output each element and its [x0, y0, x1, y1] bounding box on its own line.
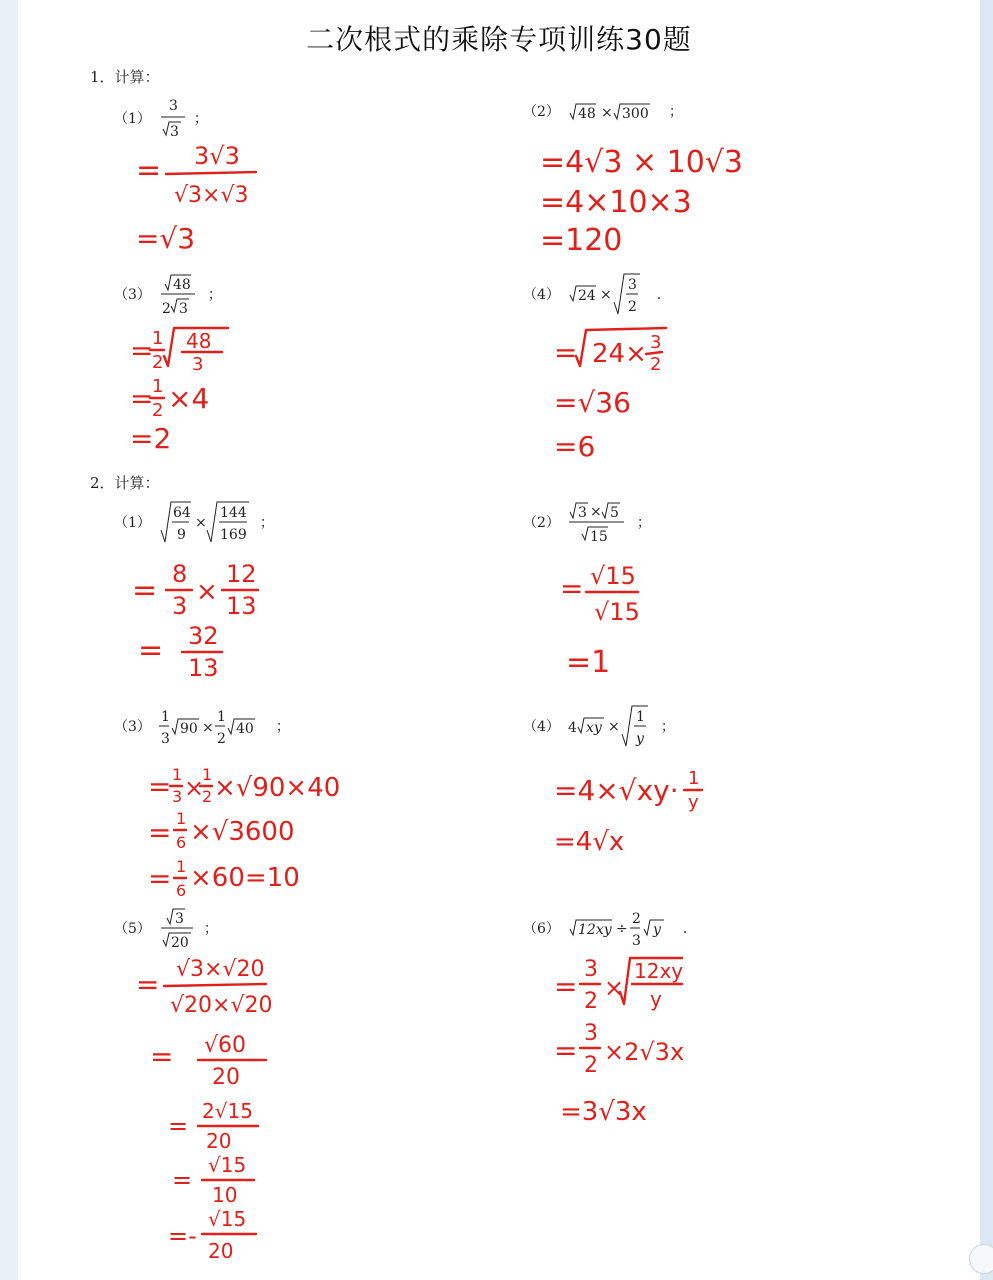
svg-text:20: 20	[212, 1065, 240, 1090]
svg-text:×: ×	[600, 287, 613, 303]
separator: ；	[660, 719, 675, 735]
svg-text:×: ×	[202, 720, 215, 736]
svg-text:2: 2	[584, 989, 598, 1014]
svg-text:2: 2	[584, 1053, 598, 1078]
svg-text:=-: =-	[168, 1222, 197, 1250]
svg-text:=1: =1	[566, 645, 611, 680]
separator: ．	[682, 921, 697, 937]
svg-text:12xy: 12xy	[578, 922, 612, 938]
sqrt12xy-div-two-thirds-sqrty	[568, 906, 678, 952]
svg-text:×: ×	[184, 774, 205, 802]
svg-text:6: 6	[176, 881, 187, 900]
document-page	[18, 0, 980, 1280]
svg-text:=3√3x: =3√3x	[560, 1097, 647, 1127]
svg-text:1: 1	[202, 765, 213, 784]
viewer-side-strip	[980, 0, 993, 1280]
svg-text:=: =	[136, 153, 162, 188]
svg-text:×: ×	[196, 577, 218, 607]
separator: ；	[636, 515, 651, 531]
svg-text:20: 20	[171, 935, 190, 951]
problem-1-3	[114, 272, 222, 318]
fraction-3-over-sqrt3	[159, 96, 189, 142]
svg-text:3: 3	[578, 505, 588, 521]
svg-text:20: 20	[206, 1129, 232, 1153]
problem-2-4	[523, 704, 675, 750]
svg-text:5: 5	[610, 505, 620, 521]
problem-2-5	[114, 906, 218, 952]
svg-text:=: =	[560, 572, 584, 605]
problem-number: （4）	[523, 287, 560, 303]
svg-text:40: 40	[236, 721, 255, 737]
svg-text:=4×√xy·: =4×√xy·	[554, 774, 679, 807]
svg-text:√15: √15	[208, 1153, 247, 1177]
problem-number: （4）	[523, 719, 560, 735]
page-title: 二次根式的乘除专项训练30题	[306, 23, 692, 56]
svg-text:×: ×	[608, 719, 621, 735]
svg-text:12xy: 12xy	[634, 959, 684, 983]
svg-text:y: y	[653, 922, 662, 938]
svg-text:3: 3	[584, 957, 598, 982]
svg-text:=: =	[168, 1112, 189, 1140]
problem-1-4	[523, 272, 671, 318]
fraction-sqrt3-over-sqrt20	[159, 906, 199, 952]
svg-text:=: =	[132, 573, 158, 608]
svg-text:3: 3	[172, 787, 183, 806]
svg-text:2: 2	[628, 299, 638, 315]
handwritten-solution-1-2: =4√3 × 10√3 =4×10×3 =120	[540, 145, 744, 258]
svg-text:1: 1	[152, 328, 164, 349]
viewer-corner-button[interactable]	[969, 1244, 993, 1274]
svg-text:90: 90	[180, 721, 199, 737]
svg-text:×: ×	[195, 515, 208, 531]
svg-text:=√3: =√3	[136, 222, 196, 255]
svg-text:=: =	[130, 334, 154, 367]
svg-text:64: 64	[173, 505, 192, 521]
svg-text:=: =	[136, 968, 160, 1001]
handwritten-solution-2-4	[554, 766, 734, 874]
separator: ．	[656, 287, 671, 303]
svg-text:3: 3	[172, 592, 188, 620]
sqrt-64-over-9-times-sqrt-144-over-169	[159, 500, 255, 546]
operator: ×	[601, 105, 614, 121]
svg-text:×4: ×4	[168, 382, 210, 415]
radicand: 300	[622, 106, 650, 122]
svg-text:√15: √15	[208, 1207, 247, 1231]
svg-text:2√15: 2√15	[202, 1099, 253, 1123]
svg-text:32: 32	[188, 622, 219, 650]
sqrt48-times-sqrt300	[568, 100, 664, 124]
problem-1-2	[523, 100, 683, 124]
svg-text:√3×√3: √3×√3	[174, 183, 249, 208]
svg-text:√15: √15	[590, 562, 636, 590]
problem-number: （1）	[114, 515, 151, 531]
svg-text:1: 1	[152, 376, 164, 397]
svg-text:1: 1	[217, 709, 227, 725]
svg-text:=: =	[138, 633, 164, 668]
problem-number: （1）	[114, 111, 151, 127]
problem-number: （3）	[114, 287, 151, 303]
svg-text:=4√x: =4√x	[554, 827, 625, 857]
svg-text:√3×√20: √3×√20	[176, 957, 265, 982]
svg-text:3: 3	[628, 277, 638, 293]
svg-text:4: 4	[568, 720, 578, 736]
svg-text:3: 3	[650, 332, 662, 353]
svg-text:=: =	[148, 862, 172, 895]
svg-text:×√3600: ×√3600	[190, 817, 295, 847]
problem-2-3	[114, 704, 290, 750]
svg-text:3: 3	[179, 301, 189, 317]
handwritten-solution-2-6	[554, 952, 724, 1140]
svg-text:2: 2	[152, 352, 164, 373]
problem-number: （6）	[523, 921, 560, 937]
svg-text:3: 3	[632, 933, 642, 949]
problem-2-1	[114, 500, 274, 546]
third-sqrt90-times-half-sqrt40	[159, 704, 271, 750]
svg-text:13: 13	[226, 592, 257, 620]
problem-2-2	[523, 500, 651, 546]
svg-text:1: 1	[176, 857, 187, 876]
svg-text:3: 3	[170, 124, 180, 140]
svg-text:y: y	[688, 792, 699, 813]
radicand: 48	[578, 106, 597, 122]
svg-text:√15: √15	[594, 598, 640, 626]
svg-text:2: 2	[217, 731, 227, 747]
svg-text:24: 24	[578, 288, 597, 304]
fraction-sqrt3-sqrt5-over-sqrt15	[568, 500, 632, 546]
svg-text:1: 1	[636, 709, 646, 725]
svg-text:15: 15	[590, 529, 609, 545]
svg-text:xy: xy	[586, 720, 603, 736]
handwritten-solution-1-4	[554, 320, 704, 474]
separator: ；	[207, 287, 222, 303]
svg-text:13: 13	[188, 654, 219, 682]
svg-text:=: =	[148, 816, 172, 849]
svg-text:3: 3	[175, 911, 185, 927]
svg-text:y: y	[636, 731, 645, 747]
handwritten-solution-2-3	[148, 760, 368, 908]
handwritten-solution-2-1	[132, 556, 292, 694]
svg-text:3: 3	[192, 354, 204, 375]
svg-text:1: 1	[688, 768, 700, 789]
handwritten-solution-2-2	[560, 560, 670, 692]
svg-text:=6: =6	[554, 430, 596, 463]
svg-text:12: 12	[226, 560, 257, 588]
separator: ；	[259, 515, 274, 531]
svg-text:24×: 24×	[592, 339, 647, 369]
svg-text:×: ×	[604, 974, 625, 1002]
svg-text:=: =	[172, 1166, 193, 1194]
svg-text:=: =	[148, 770, 172, 803]
svg-text:8: 8	[172, 560, 188, 588]
svg-text:×: ×	[590, 504, 603, 520]
svg-text:×2√3x: ×2√3x	[604, 1038, 685, 1066]
svg-text:3√3: 3√3	[194, 142, 240, 170]
svg-text:2: 2	[152, 400, 164, 421]
section-2-label: 2．计算：	[90, 474, 160, 492]
problem-1-1	[114, 96, 208, 142]
svg-text:3: 3	[169, 98, 179, 114]
svg-text:y: y	[650, 987, 662, 1011]
problem-2-6	[523, 906, 697, 952]
problem-number: （3）	[114, 719, 151, 735]
section-1-label: 1．计算：	[90, 68, 160, 86]
svg-text:1: 1	[176, 809, 187, 828]
svg-text:=: =	[554, 336, 578, 369]
svg-text:×60=10: ×60=10	[190, 863, 300, 893]
svg-text:÷: ÷	[616, 921, 629, 937]
handwritten-solution-1-1	[136, 138, 276, 266]
handwritten-solution-1-3	[130, 320, 260, 468]
handwritten-solution-2-5	[136, 950, 296, 1280]
svg-text:=2: =2	[130, 422, 172, 455]
svg-text:9: 9	[177, 527, 187, 543]
svg-text:169: 169	[220, 527, 248, 543]
svg-text:2: 2	[162, 301, 172, 317]
svg-text:144: 144	[220, 505, 248, 521]
svg-text:=: =	[130, 382, 154, 415]
fraction-sqrt48-over-2sqrt3	[159, 272, 203, 318]
svg-text:48: 48	[173, 277, 192, 293]
svg-text:×√90×40: ×√90×40	[214, 773, 341, 803]
problem-number: （5）	[114, 921, 151, 937]
svg-text:=√36: =√36	[554, 386, 631, 419]
svg-text:10: 10	[212, 1183, 238, 1207]
4sqrtxy-times-sqrt-1-over-y	[568, 704, 656, 750]
problem-number: （2）	[523, 515, 560, 531]
svg-text:1: 1	[172, 765, 183, 784]
svg-text:1: 1	[161, 709, 171, 725]
svg-text:=: =	[554, 970, 578, 1003]
problem-number: （2）	[523, 104, 560, 120]
separator: ；	[203, 921, 218, 937]
svg-text:3: 3	[161, 731, 171, 747]
svg-text:2: 2	[202, 787, 213, 806]
svg-text:2: 2	[650, 354, 662, 375]
sqrt24-times-sqrt-3-over-2	[568, 272, 652, 318]
svg-text:3: 3	[584, 1021, 598, 1046]
separator: ；	[275, 719, 290, 735]
svg-text:=: =	[150, 1040, 174, 1073]
svg-text:6: 6	[176, 833, 187, 852]
separator: ；	[193, 111, 208, 127]
svg-text:=: =	[554, 1034, 578, 1067]
svg-text:2: 2	[632, 911, 642, 927]
svg-text:20: 20	[208, 1239, 234, 1263]
svg-text:48: 48	[186, 329, 212, 353]
svg-text:√60: √60	[204, 1033, 247, 1058]
separator: ；	[668, 104, 683, 120]
svg-text:√20×√20: √20×√20	[170, 993, 273, 1018]
